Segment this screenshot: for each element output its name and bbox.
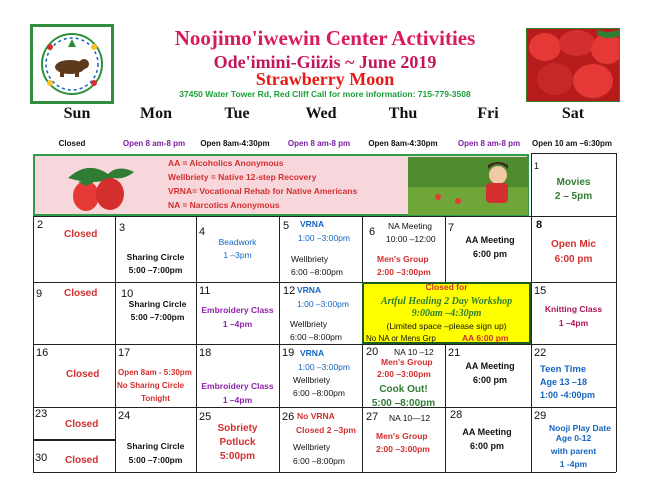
date-number: 12	[283, 285, 296, 297]
event-knitting: Knitting Class	[544, 304, 603, 314]
event-wellbriety: Wellbriety	[290, 319, 328, 329]
event-na: NA 10 –12	[394, 347, 434, 357]
moon-name: Strawberry Moon	[255, 69, 395, 89]
event-na: NA 10—12	[389, 413, 431, 423]
day-name-wed: Wed	[305, 105, 337, 122]
event-time: 6:00 –8:00pm	[291, 267, 343, 277]
event-time: 1 –4pm	[558, 318, 589, 328]
closed-label: Closed	[65, 455, 99, 466]
date-number: 6	[369, 226, 376, 238]
legend-aa: AA = Alcoholics Anonymous	[168, 158, 284, 168]
date-number: 27	[366, 411, 379, 423]
event-mens-group: Men's Group	[376, 431, 428, 441]
day-name-sun: Sun	[63, 105, 91, 122]
event-vrna: VRNA	[300, 219, 325, 229]
workshop-note: (Limited space –please sign up)	[386, 321, 507, 331]
closed-label: Closed	[64, 288, 98, 299]
event-time: 1:00 –3:00pm	[298, 362, 350, 372]
event-wellbriety: Wellbriety	[293, 442, 331, 452]
date-number: 1	[534, 161, 540, 171]
legend-vrna: VRNA= Vocational Rehab for Native Americans	[168, 186, 358, 196]
month-subtitle: Ode'imini-Giizis ~ June 2019	[213, 52, 437, 72]
event-time: 1:00 –3:00pm	[298, 233, 350, 243]
event-aa-meeting: AA Meeting	[465, 361, 515, 371]
date-number: 3	[119, 222, 126, 234]
event-time: 6:00 pm	[472, 249, 507, 259]
event-tonight: Tonight	[141, 394, 170, 403]
event-time: 2:00 –3:00pm	[376, 444, 430, 454]
event-time: 5:00 –7:00pm	[130, 312, 185, 322]
hours-wed: Open 8 am-8 pm	[287, 139, 351, 148]
event-time: 6:00 pm	[469, 441, 504, 451]
event-age: Age 0-12	[555, 433, 592, 443]
contact-info: 37450 Water Tower Rd, Red Cliff Call for more information: 715-779-3508	[179, 89, 471, 99]
event-time: 2:00 –3:00pm	[377, 369, 431, 379]
workshop-time: 9:00am –4:30pm	[411, 308, 482, 319]
date-number: 29	[534, 410, 547, 422]
date-number: 20	[366, 346, 379, 358]
legend-wellbriety: Wellbriety = Native 12-step Recovery	[168, 172, 317, 182]
event-time: 1 –3pm	[223, 250, 252, 260]
event-sobriety-potluck: Sobriety	[217, 423, 258, 434]
event-time: 1 -4pm	[559, 459, 588, 469]
event-mens-group: Men's Group	[381, 357, 433, 367]
closed-label: Closed	[65, 419, 99, 430]
date-number: 25	[199, 411, 212, 423]
date-number: 18	[199, 347, 212, 359]
date-number: 7	[448, 222, 455, 234]
event-vrna: VRNA	[300, 348, 325, 358]
event-time: 1 –4pm	[222, 395, 253, 405]
child-picking-photo	[408, 157, 528, 215]
event-time: 6:00 pm	[472, 375, 507, 385]
day-name-sat: Sat	[561, 105, 585, 122]
event-with-parent: with parent	[550, 446, 597, 456]
strawberries-photo	[526, 28, 620, 102]
date-number: 23	[35, 408, 48, 420]
event-closed-time: Closed 2 –3pm	[296, 425, 356, 435]
hours-fri: Open 8 am-8 pm	[457, 139, 521, 148]
event-wellbriety: Wellbriety	[293, 375, 331, 385]
date-number: 11	[199, 285, 211, 297]
date-number: 22	[534, 347, 547, 359]
closed-label: Closed	[64, 229, 98, 240]
hours-sat: Open 10 am –6:30pm	[531, 139, 613, 148]
event-movies: Movies	[556, 177, 591, 188]
day-name-thu: Thu	[388, 105, 418, 122]
event-aa-meeting: AA Meeting	[462, 427, 512, 437]
date-number: 26	[282, 411, 295, 423]
event-time: 5:00pm	[219, 451, 255, 462]
event-aa-meeting: AA Meeting	[465, 235, 515, 245]
hours-thu: Open 8am-4:30pm	[368, 139, 438, 148]
event-time: 6:00 pm	[554, 254, 593, 265]
event-embroidery: Embroidery Class	[201, 381, 274, 391]
date-number: 8	[536, 219, 543, 231]
date-number: 10	[121, 288, 134, 300]
workshop-closed-for: Closed for	[425, 282, 468, 292]
event-time: 6:00 –8:00pm	[293, 388, 345, 398]
event-time: 5:00 –8:00pm	[371, 398, 436, 409]
event-time: 1:00 –3:00pm	[297, 299, 349, 309]
date-number: 21	[448, 347, 461, 359]
workshop-aa: AA 6:00 pm	[462, 333, 509, 343]
legend-na: NA = Narcotics Anonymous	[168, 200, 280, 210]
event-vrna: VRNA	[297, 285, 322, 295]
event-embroidery: Embroidery Class	[201, 305, 274, 315]
event-movies-time: 2 – 5pm	[554, 191, 593, 202]
event-sharing-circle: Sharing Circle	[128, 299, 187, 309]
date-number: 17	[118, 347, 131, 359]
event-cook-out: Cook Out!	[379, 384, 428, 395]
event-time: 6:00 –8:00pm	[293, 456, 345, 466]
date-number: 24	[118, 410, 131, 422]
event-beadwork: Beadwork	[218, 237, 257, 247]
hours-mon: Open 8 am-8 pm	[122, 139, 186, 148]
workshop-title: Artful Healing 2 Day Workshop	[380, 296, 513, 307]
event-no-sharing-circle: No Sharing Circle	[117, 381, 185, 390]
date-number: 2	[37, 219, 44, 231]
event-play-date: Nooji Play Date	[549, 423, 611, 433]
date-number: 19	[282, 347, 295, 359]
event-time: 5:00 –7:00pm	[128, 265, 183, 275]
event-open-mic: Open Mic	[550, 239, 596, 250]
day-name-tue: Tue	[224, 105, 250, 122]
event-time: 6:00 –8:00pm	[290, 332, 342, 342]
date-number: 30	[35, 452, 48, 464]
event-sharing-circle: Sharing Circle	[126, 252, 185, 262]
event-time: 5:00 –7:00pm	[128, 455, 183, 465]
date-number: 9	[36, 288, 43, 300]
date-number: 16	[36, 347, 49, 359]
event-time: 10:00 –12:00	[386, 234, 436, 244]
workshop-no-na: No NA or Mens Grp	[366, 334, 436, 343]
day-name-fri: Fri	[477, 105, 499, 122]
day-name-mon: Mon	[140, 105, 172, 122]
center-logo	[30, 24, 114, 104]
event-open-hours: Open 8am - 5:30pm	[118, 368, 192, 377]
date-number: 15	[534, 285, 547, 297]
event-age: Age 13 –18	[540, 377, 588, 387]
event-sharing-circle: Sharing Circle	[126, 441, 185, 451]
event-mens-group: Men's Group	[377, 254, 429, 264]
event-time: 2:00 –3:00pm	[377, 267, 431, 277]
event-wellbriety: Wellbriety	[291, 254, 329, 264]
event-na-meeting: NA Meeting	[388, 221, 432, 231]
event-teen-time: Teen Time	[540, 364, 587, 375]
strawberry-plant-image	[58, 158, 138, 214]
event-time: 1 –4pm	[222, 319, 253, 329]
page-title: Noojimo'iwewin Center Activities	[174, 26, 476, 50]
date-number: 4	[199, 226, 206, 238]
hours-sun: Closed	[58, 139, 86, 148]
date-number: 5	[283, 220, 290, 232]
date-number: 28	[450, 409, 463, 421]
event-potluck: Potluck	[219, 437, 256, 448]
event-no-vrna: No VRNA	[297, 411, 335, 421]
hours-tue: Open 8am-4:30pm	[200, 139, 270, 148]
event-time: 1:00 -4:00pm	[540, 390, 596, 400]
closed-label: Closed	[66, 369, 100, 380]
